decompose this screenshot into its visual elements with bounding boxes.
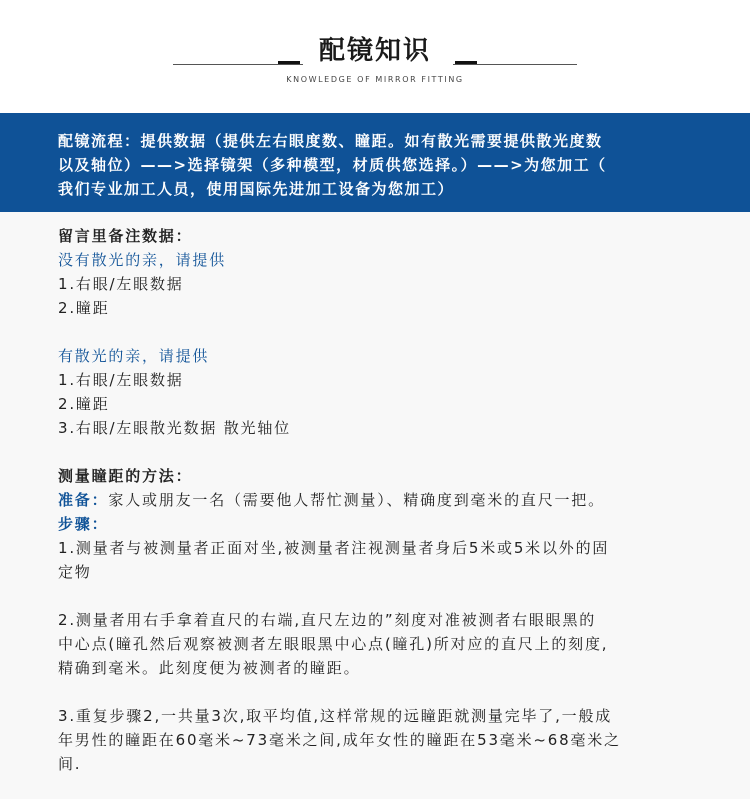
note-heading: 留言里备注数据：: [58, 227, 193, 245]
process-banner: [0, 113, 750, 212]
step-1-line: 1.测量者与被测量者正面对坐,被测量者注视测量者身后5米或5米以外的固: [58, 539, 610, 557]
title-divider-right: [453, 64, 577, 65]
page-subtitle: KNOWLEDGE OF MIRROR FITTING: [286, 75, 464, 84]
preparation-label: 准备：: [58, 491, 109, 509]
step-1-line: 定物: [58, 563, 92, 581]
preparation-text: 家人或朋友一名（需要他人帮忙测量）、精确度到毫米的直尺一把。: [108, 491, 605, 509]
astigmatism-heading: 有散光的亲，请提供: [58, 347, 210, 365]
steps-label: 步骤：: [58, 515, 109, 533]
banner-line: 我们专业加工人员，使用国际先进加工设备为您加工）: [58, 180, 455, 198]
preparation-line: [58, 488, 750, 512]
step-3-line: 年男性的瞳距在60毫米~73毫米之间,成年女性的瞳距在53毫米~68毫米之: [58, 731, 621, 749]
list-item: 1.右眼/左眼数据: [58, 371, 184, 389]
step-2-line: 2.测量者用右手拿着直尺的右端,直尺左边的”刻度对准被测者右眼眼黑的: [58, 611, 597, 629]
step-2-line: 中心点(瞳孔然后观察被测者左眼眼黑中心点(瞳孔)所对应的直尺上的刻度,: [58, 635, 609, 653]
page-title: 配镜知识: [318, 36, 431, 66]
no-astigmatism-heading: 没有散光的亲，请提供: [58, 251, 227, 269]
content-section: [0, 212, 750, 799]
list-item: 3.右眼/左眼散光数据 散光轴位: [58, 419, 291, 437]
method-heading: 测量瞳距的方法：: [58, 467, 193, 485]
step-3-line: 间.: [58, 755, 82, 773]
step-3-line: 3.重复步骤2,一共量3次,取平均值,这样常规的远瞳距就测量完毕了,一般成: [58, 707, 613, 725]
list-item: 1.右眼/左眼数据: [58, 275, 184, 293]
list-item: 2.瞳距: [58, 395, 110, 413]
banner-line: 以及轴位）——>选择镜架（多种模型，材质供您选择。）——>为您加工（: [58, 156, 607, 174]
page-header: [0, 0, 750, 113]
step-2-line: 精确到毫米。此刻度便为被测者的瞳距。: [58, 659, 361, 677]
list-item: 2.瞳距: [58, 299, 110, 317]
banner-line: 配镜流程：提供数据（提供左右眼度数、瞳距。如有散光需要提供散光度数: [58, 132, 603, 150]
